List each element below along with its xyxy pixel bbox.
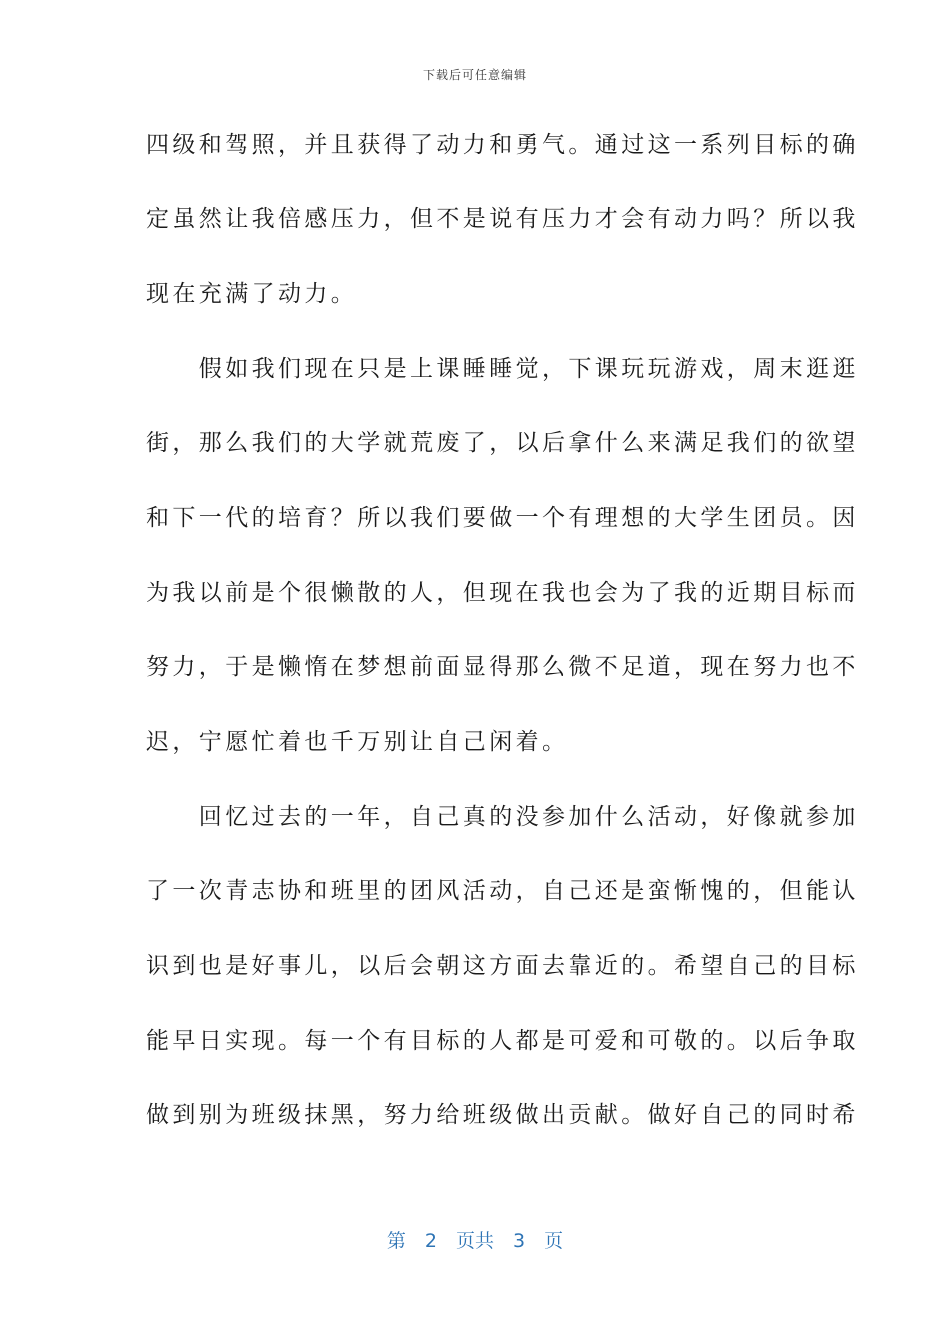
body-line: 假如我们现在只是上课睡睡觉，下课玩玩游戏，周末逛逛: [146, 356, 859, 382]
page-header-note: 下载后可任意编辑: [422, 68, 527, 82]
body-line: 识到也是好事儿，以后会朝这方面去靠近的。希望自己的目标: [146, 953, 859, 979]
body-line: 努力，于是懒惰在梦想前面显得那么微不足道，现在努力也不: [146, 654, 859, 680]
body-line: 能早日实现。每一个有目标的人都是可爱和可敬的。以后争取: [146, 1028, 859, 1054]
body-line: 回忆过去的一年，自己真的没参加什么活动，好像就参加: [146, 804, 859, 830]
body-line: 迟，宁愿忙着也千万别让自己闲着。: [146, 729, 569, 755]
body-line: 为我以前是个很懒散的人，但现在我也会为了我的近期目标而: [146, 580, 859, 606]
body-line: 现在充满了动力。: [146, 281, 358, 307]
body-line: 做到别为班级抹黑，努力给班级做出贡献。做好自己的同时希: [146, 1102, 859, 1128]
body-line: 四级和驾照，并且获得了动力和勇气。通过这一系列目标的确: [146, 132, 859, 158]
body-line: 和下一代的培育？所以我们要做一个有理想的大学生团员。因: [146, 505, 859, 531]
body-line: 定虽然让我倍感压力，但不是说有压力才会有动力吗？所以我: [146, 206, 859, 232]
page-number-footer: 第 2 页共 3 页: [386, 1230, 564, 1252]
body-line: 了一次青志协和班里的团风活动，自己还是蛮惭愧的，但能认: [146, 878, 859, 904]
body-line: 街，那么我们的大学就荒废了，以后拿什么来满足我们的欲望: [146, 430, 859, 456]
